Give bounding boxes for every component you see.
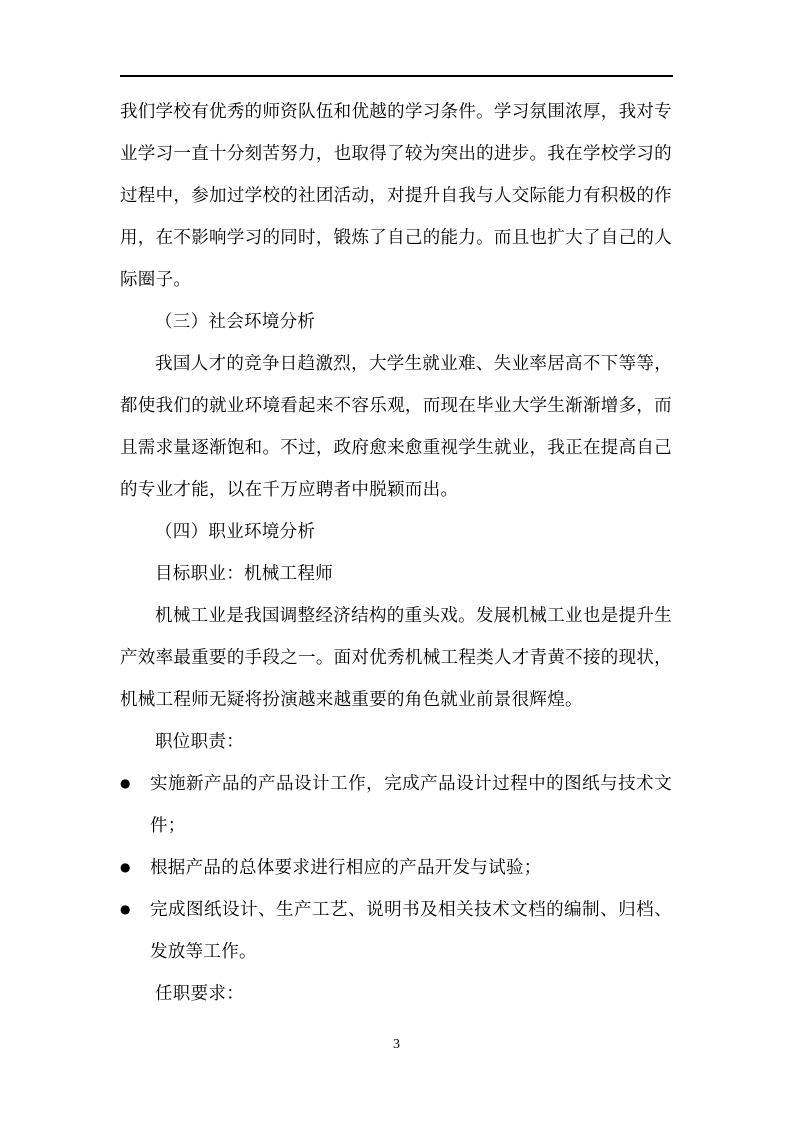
line-job-requirements-label: 任职要求： xyxy=(155,983,244,1003)
list-item-text: 根据产品的总体要求进行相应的产品开发与试验； xyxy=(150,857,542,877)
list-item-duty-1 xyxy=(120,762,672,846)
paragraph-school-analysis: 我们学校有优秀的师资队伍和优越的学习条件。学习氛围浓厚，我对专业学习一直十分刻苦努力，也取得了较为突出的进步。我在学校学习的过程中，参加过学校的社团活动，对提升自我与人交际能力有积极的作用，在不影响学习的同时，锻炼了自己的能力。而且也扩大了自己的人际圈子。 xyxy=(120,101,672,289)
line-target-job: 目标职业：机械工程师 xyxy=(155,563,333,583)
heading-career-environment: （四）职业环境分析 xyxy=(155,521,316,541)
bullet-icon: ● xyxy=(120,902,131,916)
bullet-icon: ● xyxy=(120,860,131,874)
document-body xyxy=(120,90,672,1014)
bullet-icon: ● xyxy=(120,776,131,790)
list-item-duty-3 xyxy=(120,888,672,972)
line-job-duties-label: 职位职责： xyxy=(155,731,244,751)
list-item-text: 实施新产品的产品设计工作，完成产品设计过程中的图纸与技术文件； xyxy=(150,773,672,835)
paragraph-machinery-industry: 机械工业是我国调整经济结构的重头戏。发展机械工业也是提升生产效率最重要的手段之一。面对优秀机械工程类人才青黄不接的现状，机械工程师无疑将扮演越来越重要的角色就业前景很辉煌。 xyxy=(120,605,672,709)
heading-social-environment: （三）社会环境分析 xyxy=(155,311,316,331)
list-item-text: 完成图纸设计、生产工艺、说明书及相关技术文档的编制、归档、发放等工作。 xyxy=(150,899,672,961)
header-rule xyxy=(120,75,673,77)
list-item-duty-2 xyxy=(120,846,672,888)
paragraph-social-environment: 我国人才的竞争日趋激烈，大学生就业难、失业率居高不下等等，都使我们的就业环境看起来不容乐观，而现在毕业大学生渐渐增多，而且需求量逐渐饱和。不过，政府愈来愈重视学生就业，我正在提高自己的专业才能，以在千万应聘者中脱颖而出。 xyxy=(120,353,672,499)
page-number: 3 xyxy=(393,1037,400,1052)
